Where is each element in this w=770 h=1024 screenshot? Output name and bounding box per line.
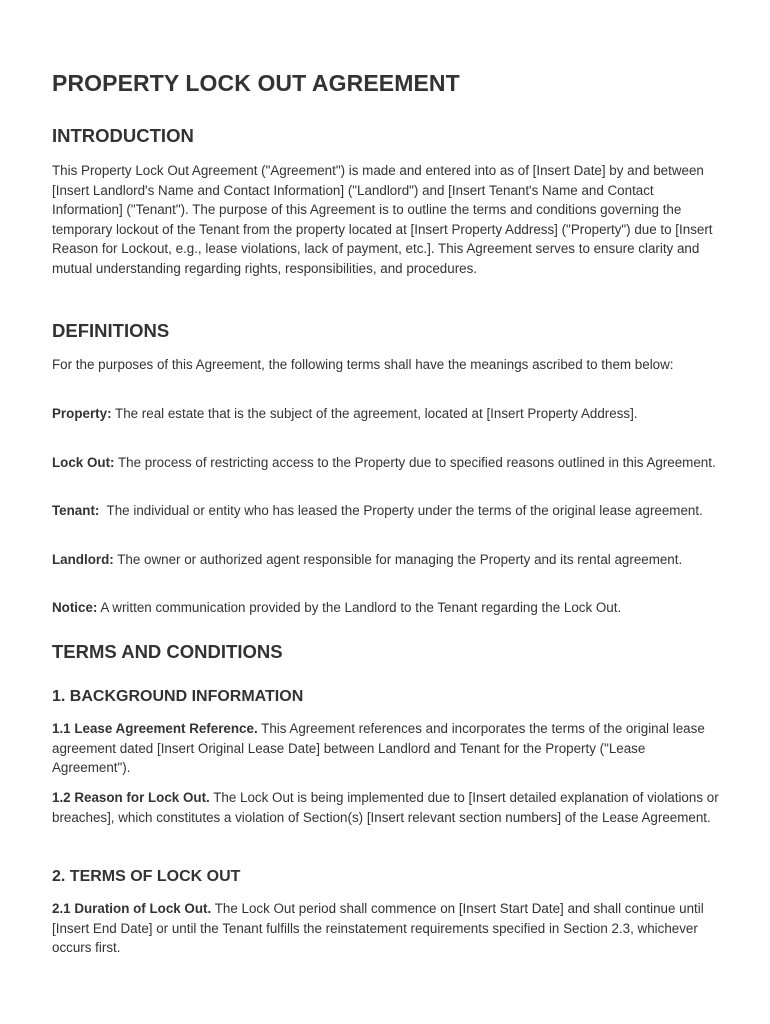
clause-label: 2.1 Duration of Lock Out. <box>52 901 212 916</box>
definition-landlord <box>52 550 722 570</box>
definitions-heading: DEFINITIONS <box>52 320 170 341</box>
definition-term: Lock Out: <box>52 455 115 470</box>
section-2-heading: 2. TERMS OF LOCK OUT <box>52 868 241 885</box>
clause-1-1 <box>52 719 722 778</box>
definition-text: A written communication provided by the Landlord to the Tenant regarding the Lock Out. <box>97 600 622 615</box>
introduction-heading: INTRODUCTION <box>52 125 194 146</box>
definition-text: The individual or entity who has leased the Property under the terms of the original lease agreement. <box>99 503 703 518</box>
section-1-heading: 1. BACKGROUND INFORMATION <box>52 688 304 705</box>
definition-text: The owner or authorized agent responsible for managing the Property and its rental agreement. <box>113 552 683 567</box>
clause-2-1 <box>52 899 722 958</box>
introduction-paragraph: This Property Lock Out Agreement ("Agreement") is made and entered into as of [Insert Date] by and between [Insert Landlord's Name and Contact Information] ("Landlord") and [Insert Tenant's Name and Contact Information] ("Tenant"). The purpose of this Agreement is to outline the terms and conditions governing the temporary lockout of the Tenant from the property located at [Insert Property Address] ("Property") due to [Insert Reason for Lockout, e.g., lease violations, lack of payment, etc.]. This Agreement serves to ensure clarity and mutual understanding regarding rights, responsibilities, and procedures. <box>52 163 713 276</box>
document-title: PROPERTY LOCK OUT AGREEMENT <box>52 70 460 96</box>
definition-text: The process of restricting access to the Property due to specified reasons outlined in this Agreement. <box>114 455 716 470</box>
clause-1-2 <box>52 788 722 827</box>
definition-lock-out <box>52 453 722 473</box>
clause-text: This Agreement references and incorporates the terms of the original lease agreement dated [Insert Original Lease Date] between Landlord and Tenant for the Property ("Lease Agreement"). <box>52 721 705 776</box>
clause-label: 1.2 Reason for Lock Out. <box>52 790 210 805</box>
definition-tenant <box>52 501 722 521</box>
clause-text: The Lock Out period shall commence on [Insert Start Date] and shall continue until [Insert End Date] or until the Tenant fulfills the reinstatement requirements specified in Section 2.3, whichever occurs first. <box>52 901 704 956</box>
definition-term: Landlord: <box>52 552 114 567</box>
definition-text: The real estate that is the subject of the agreement, located at [Insert Property Address]. <box>111 406 638 421</box>
definition-notice <box>52 598 722 618</box>
definition-term: Tenant: <box>52 503 100 518</box>
definition-term: Notice: <box>52 600 98 615</box>
terms-heading: TERMS AND CONDITIONS <box>52 641 283 662</box>
definition-property <box>52 404 722 424</box>
clause-text: The Lock Out is being implemented due to [Insert detailed explanation of violations or breaches], which constitutes a violation of Section(s) [Insert relevant section numbers] of the Lease Agreement. <box>52 790 719 825</box>
definitions-intro: For the purposes of this Agreement, the following terms shall have the meanings ascribed to them below: <box>52 357 674 372</box>
definition-term: Property: <box>52 406 112 421</box>
clause-label: 1.1 Lease Agreement Reference. <box>52 721 258 736</box>
